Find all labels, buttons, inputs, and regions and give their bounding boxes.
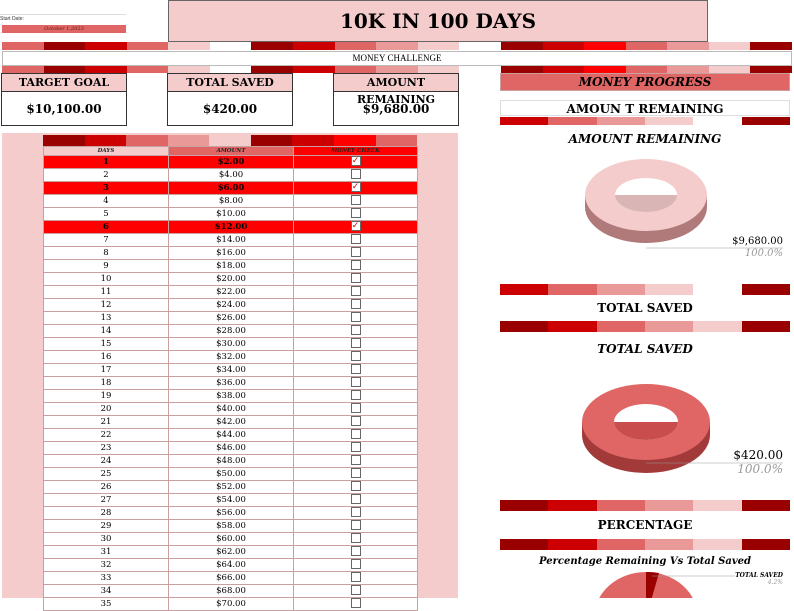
amount-cell: $36.00	[169, 377, 294, 390]
table-row	[44, 247, 418, 260]
amount-cell: $30.00	[169, 338, 294, 351]
amount-cell: $20.00	[169, 273, 294, 286]
decor-stripe-r3	[500, 321, 790, 332]
day-cell: 26	[44, 481, 169, 494]
amount-cell: $6.00	[169, 182, 294, 195]
table-row	[44, 585, 418, 598]
table-row	[44, 520, 418, 533]
amount-cell: $22.00	[169, 286, 294, 299]
day-cell: 32	[44, 559, 169, 572]
table-row	[44, 546, 418, 559]
money-check-cell	[294, 156, 418, 169]
money-check-checkbox[interactable]: ✓	[351, 156, 360, 167]
money-check-checkbox[interactable]	[351, 507, 361, 517]
day-cell: 6	[44, 221, 169, 234]
money-check-checkbox[interactable]	[351, 234, 361, 244]
day-cell: 18	[44, 377, 169, 390]
money-check-cell	[294, 455, 418, 468]
table-row	[44, 312, 418, 325]
amount-cell: $64.00	[169, 559, 294, 572]
money-check-checkbox[interactable]	[351, 598, 361, 608]
day-cell: 27	[44, 494, 169, 507]
table-row	[44, 572, 418, 585]
amount-cell: $56.00	[169, 507, 294, 520]
day-cell: 19	[44, 390, 169, 403]
table-row	[44, 169, 418, 182]
page-title: 10K IN 100 DAYS	[168, 0, 708, 42]
money-check-cell	[294, 403, 418, 416]
money-check-checkbox[interactable]	[351, 169, 361, 179]
decor-stripe-r1	[500, 117, 790, 125]
money-check-cell	[294, 195, 418, 208]
subtitle-bar: MONEY CHALLENGE	[2, 51, 792, 66]
day-cell: 34	[44, 585, 169, 598]
table-row	[44, 377, 418, 390]
table-row	[44, 598, 418, 611]
decor-stripe-mid	[2, 66, 792, 73]
money-check-cell	[294, 572, 418, 585]
day-cell: 3	[44, 182, 169, 195]
amount-cell: $44.00	[169, 429, 294, 442]
table-row	[44, 390, 418, 403]
day-cell: 16	[44, 351, 169, 364]
day-cell: 25	[44, 468, 169, 481]
table-row	[44, 364, 418, 377]
column-header-amount: AMOUNT	[169, 147, 294, 156]
table-row	[44, 338, 418, 351]
amount-cell: $38.00	[169, 390, 294, 403]
table-row	[44, 559, 418, 572]
total-saved-label: TOTAL SAVED	[168, 74, 292, 92]
money-check-cell	[294, 546, 418, 559]
money-check-cell	[294, 325, 418, 338]
money-check-cell	[294, 273, 418, 286]
amount-cell: $46.00	[169, 442, 294, 455]
day-cell: 11	[44, 286, 169, 299]
table-row	[44, 507, 418, 520]
column-header-days: DAYS	[44, 147, 169, 156]
amount-cell: $12.00	[169, 221, 294, 234]
money-check-cell	[294, 585, 418, 598]
total-saved-card	[167, 73, 293, 126]
day-cell: 10	[44, 273, 169, 286]
table-row	[44, 273, 418, 286]
money-check-cell	[294, 208, 418, 221]
amount-cell: $50.00	[169, 468, 294, 481]
day-cell: 12	[44, 299, 169, 312]
money-check-cell	[294, 286, 418, 299]
money-check-cell	[294, 182, 418, 195]
money-check-checkbox[interactable]	[351, 559, 361, 569]
day-cell: 35	[44, 598, 169, 611]
money-check-cell	[294, 507, 418, 520]
table-row	[44, 286, 418, 299]
decor-stripe-r4	[500, 500, 790, 511]
money-check-cell	[294, 338, 418, 351]
money-check-cell	[294, 377, 418, 390]
money-check-checkbox[interactable]	[351, 338, 361, 348]
money-check-checkbox[interactable]	[351, 377, 361, 387]
money-check-checkbox[interactable]	[351, 247, 361, 257]
amount-remaining-card	[333, 73, 459, 126]
table-row	[44, 468, 418, 481]
money-check-cell	[294, 494, 418, 507]
table-row	[44, 299, 418, 312]
amount-cell: $32.00	[169, 351, 294, 364]
money-check-cell	[294, 533, 418, 546]
day-cell: 28	[44, 507, 169, 520]
money-check-cell	[294, 598, 418, 611]
day-cell: 31	[44, 546, 169, 559]
amount-cell: $34.00	[169, 364, 294, 377]
money-check-checkbox[interactable]	[351, 403, 361, 413]
amount-cell: $10.00	[169, 208, 294, 221]
table-row	[44, 429, 418, 442]
money-check-cell	[294, 442, 418, 455]
money-check-cell	[294, 416, 418, 429]
donut-amount-remaining	[500, 150, 790, 280]
start-date-value[interactable]: October 1,2023	[2, 25, 126, 33]
money-check-checkbox[interactable]: ✓	[351, 182, 360, 193]
amount-cell: $16.00	[169, 247, 294, 260]
money-check-cell	[294, 312, 418, 325]
table-row	[44, 351, 418, 364]
money-check-checkbox[interactable]	[351, 442, 361, 452]
amount-cell: $42.00	[169, 416, 294, 429]
money-check-checkbox[interactable]	[351, 416, 361, 426]
pct-label-total-saved: TOTAL SAVED	[735, 572, 783, 579]
day-cell: 13	[44, 312, 169, 325]
money-check-checkbox[interactable]	[351, 390, 361, 400]
amount-cell: $58.00	[169, 520, 294, 533]
amount-cell: $68.00	[169, 585, 294, 598]
amount-remaining-value: $9,680.00	[362, 102, 430, 116]
day-cell: 15	[44, 338, 169, 351]
table-row	[44, 195, 418, 208]
day-cell: 8	[44, 247, 169, 260]
money-check-cell	[294, 468, 418, 481]
tracker-table	[43, 146, 418, 611]
table-row	[44, 455, 418, 468]
money-check-cell	[294, 299, 418, 312]
money-check-checkbox[interactable]	[351, 520, 361, 530]
money-check-checkbox[interactable]	[351, 468, 361, 478]
target-goal-value[interactable]: $10,100.00	[26, 102, 102, 116]
table-row	[44, 156, 418, 169]
money-check-cell	[294, 351, 418, 364]
table-row	[44, 221, 418, 234]
day-cell: 7	[44, 234, 169, 247]
day-cell: 22	[44, 429, 169, 442]
table-row	[44, 234, 418, 247]
money-check-checkbox[interactable]	[351, 481, 361, 491]
money-check-cell	[294, 169, 418, 182]
amount-cell: $62.00	[169, 546, 294, 559]
money-check-cell	[294, 429, 418, 442]
amount-cell: $70.00	[169, 598, 294, 611]
money-check-cell	[294, 520, 418, 533]
money-check-checkbox[interactable]	[351, 299, 361, 309]
table-row	[44, 260, 418, 273]
target-goal-label: TARGET GOAL	[2, 74, 126, 92]
day-cell: 9	[44, 260, 169, 273]
day-cell: 30	[44, 533, 169, 546]
money-check-checkbox[interactable]	[351, 494, 361, 504]
money-check-cell	[294, 260, 418, 273]
money-check-checkbox[interactable]	[351, 260, 361, 270]
day-cell: 24	[44, 455, 169, 468]
money-check-cell	[294, 247, 418, 260]
amount-cell: $24.00	[169, 299, 294, 312]
money-check-checkbox[interactable]	[351, 208, 361, 218]
amount-cell: $26.00	[169, 312, 294, 325]
target-goal-card	[1, 73, 127, 126]
day-cell: 20	[44, 403, 169, 416]
table-row	[44, 442, 418, 455]
day-cell: 14	[44, 325, 169, 338]
day-cell: 1	[44, 156, 169, 169]
chart-title-total-saved: TOTAL SAVED	[597, 342, 693, 356]
money-check-checkbox[interactable]	[351, 546, 361, 556]
amount-remaining-label: AMOUNT REMAINING	[334, 74, 458, 92]
chart-title-amount-remaining: AMOUNT REMAINING	[568, 132, 722, 146]
money-check-checkbox[interactable]	[351, 533, 361, 543]
day-cell: 17	[44, 364, 169, 377]
decor-stripe-top	[2, 42, 792, 50]
table-row	[44, 481, 418, 494]
amount-cell: $14.00	[169, 234, 294, 247]
amount-cell: $4.00	[169, 169, 294, 182]
amount-remaining-header: AMOUN T REMAINING	[500, 100, 790, 116]
money-check-checkbox[interactable]	[351, 286, 361, 296]
day-cell: 21	[44, 416, 169, 429]
money-check-checkbox[interactable]	[351, 429, 361, 439]
money-check-checkbox[interactable]	[351, 312, 361, 322]
amount-cell: $52.00	[169, 481, 294, 494]
amount-cell: $40.00	[169, 403, 294, 416]
table-row	[44, 182, 418, 195]
day-cell: 33	[44, 572, 169, 585]
amount-remaining-chart-pct: 100.0%	[744, 248, 783, 259]
money-check-checkbox[interactable]	[351, 572, 361, 582]
amount-cell: $18.00	[169, 260, 294, 273]
amount-remaining-chart-value: $9,680.00	[732, 236, 783, 247]
decor-stripe-r5	[500, 539, 790, 550]
money-check-checkbox[interactable]	[351, 195, 361, 205]
total-saved-chart-value: $420.00	[733, 448, 783, 462]
table-row	[44, 208, 418, 221]
decor-stripe-table	[43, 135, 417, 146]
amount-cell: $8.00	[169, 195, 294, 208]
total-saved-header: TOTAL SAVED	[597, 301, 693, 315]
money-check-checkbox[interactable]	[351, 585, 361, 595]
money-check-cell	[294, 481, 418, 494]
table-row	[44, 494, 418, 507]
day-cell: 23	[44, 442, 169, 455]
money-check-checkbox[interactable]: ✓	[351, 221, 360, 232]
start-date-label: Start Date:	[0, 14, 126, 22]
table-row	[44, 403, 418, 416]
total-saved-chart-pct: 100.0%	[737, 462, 783, 476]
money-check-checkbox[interactable]	[351, 351, 361, 361]
money-check-cell	[294, 364, 418, 377]
day-cell: 4	[44, 195, 169, 208]
money-check-checkbox[interactable]	[351, 325, 361, 335]
decor-stripe-r2	[500, 284, 790, 295]
table-row	[44, 325, 418, 338]
amount-cell: $48.00	[169, 455, 294, 468]
money-progress-header: MONEY PROGRESS	[500, 73, 790, 91]
money-check-cell	[294, 221, 418, 234]
table-row	[44, 416, 418, 429]
total-saved-value: $420.00	[202, 102, 258, 116]
table-row	[44, 533, 418, 546]
day-cell: 5	[44, 208, 169, 221]
money-check-checkbox[interactable]	[351, 364, 361, 374]
table-header-row	[44, 147, 418, 156]
chart-title-percentage: Percentage Remaining Vs Total Saved	[539, 556, 751, 567]
day-cell: 2	[44, 169, 169, 182]
money-check-cell	[294, 234, 418, 247]
day-cell: 29	[44, 520, 169, 533]
column-header-money-check: MONEY CHECK	[294, 147, 418, 156]
percentage-header: PERCENTAGE	[597, 518, 693, 532]
amount-cell: $54.00	[169, 494, 294, 507]
money-check-checkbox[interactable]	[351, 455, 361, 465]
amount-cell: $28.00	[169, 325, 294, 338]
money-check-cell	[294, 559, 418, 572]
amount-cell: $2.00	[169, 156, 294, 169]
money-check-cell	[294, 390, 418, 403]
money-check-checkbox[interactable]	[351, 273, 361, 283]
pct-label-total-saved-value: 4.2%	[767, 579, 783, 586]
amount-cell: $60.00	[169, 533, 294, 546]
amount-cell: $66.00	[169, 572, 294, 585]
